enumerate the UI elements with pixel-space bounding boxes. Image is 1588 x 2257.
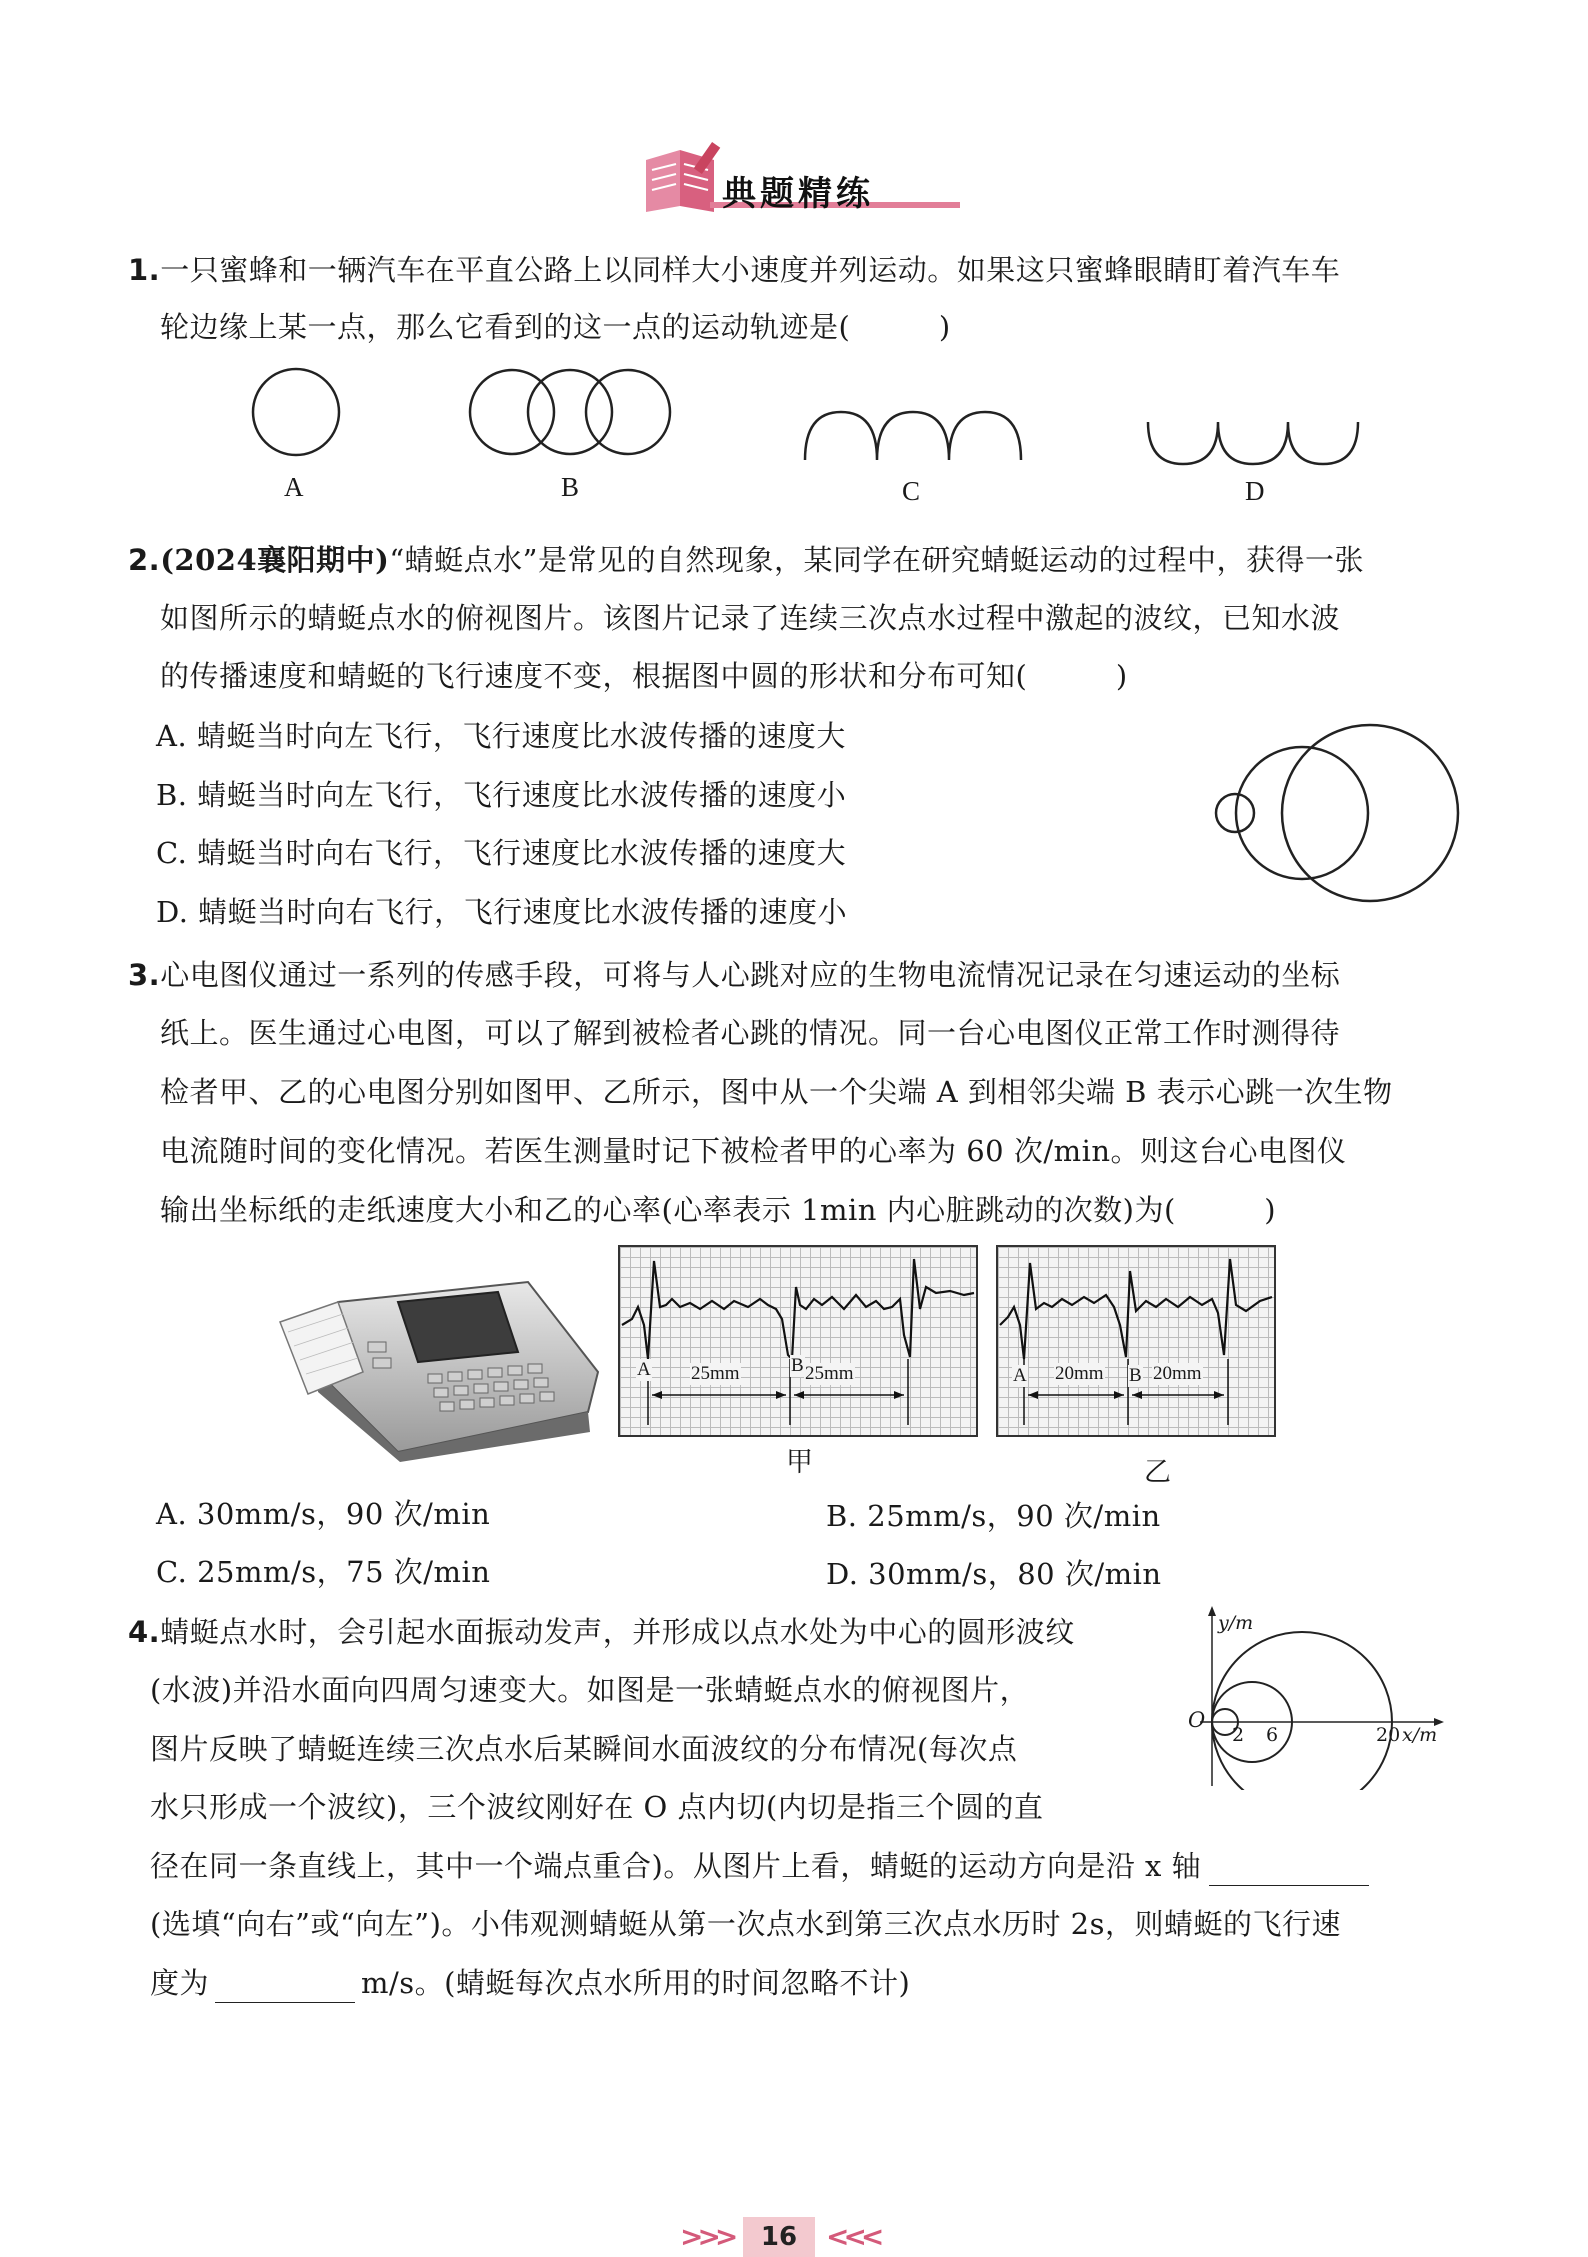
q2-line1: 2.(2024襄阳期中)“蜻蜓点水”是常见的自然现象，某同学在研究蜻蜓运动的过程中，获得一张 <box>128 543 1365 577</box>
q4-y-label: y/m <box>1218 1612 1254 1634</box>
q3-line4: 电流随时间的变化情况。若医生测量时记下被检者甲的心率为 60 次/min。则这台心电图仪 <box>160 1134 1347 1168</box>
q3-number: 3. <box>128 958 161 992</box>
ecg-machine-image <box>278 1262 608 1462</box>
q1-figure-c-arcs <box>805 412 1021 460</box>
q4-answer-blank-direction[interactable] <box>1209 1855 1369 1886</box>
ecg-yi-point-b: B <box>1129 1365 1142 1386</box>
q3-line3: 检者甲、乙的心电图分别如图甲、乙所示，图中从一个尖端 A 到相邻尖端 B 表示心跳一次生物 <box>160 1075 1393 1109</box>
q4-line2: (水波)并沿水面向四周匀速变大。如图是一张蜻蜓点水的俯视图片， <box>150 1673 1030 1707</box>
q4-origin-label: O <box>1188 1708 1206 1732</box>
q3-line5: 输出坐标纸的走纸速度大小和乙的心率(心率表示 1min 内心脏跳动的次数)为( ) <box>160 1193 1277 1227</box>
q2-ripple-large <box>1282 725 1458 901</box>
q2-line2: 如图所示的蜻蜓点水的俯视图片。该图片记录了连续三次点水过程中激起的波纹，已知水波 <box>160 601 1341 635</box>
q2-number: 2. <box>128 543 161 577</box>
q2-line3: 的传播速度和蜻蜓的飞行速度不变，根据图中圆的形状和分布可知( ) <box>160 659 1128 693</box>
ecg-yi-caption: 乙 <box>1144 1457 1171 1487</box>
ecg-yi-distance-1: 20mm <box>1055 1363 1104 1384</box>
ecg-chart-jia <box>618 1245 978 1437</box>
q4-line3: 图片反映了蜻蜓连续三次点水后某瞬间水面波纹的分布情况(每次点 <box>150 1732 1018 1766</box>
q4-wave-large <box>1212 1632 1392 1790</box>
ecg-jia-caption: 甲 <box>786 1447 813 1477</box>
ecg-jia-distance-1: 25mm <box>691 1363 740 1384</box>
q2-ripple-figure <box>1200 720 1470 910</box>
chevron-left-icon: <<< <box>826 2220 879 2253</box>
q2-option-b: B. 蜻蜓当时向左飞行，飞行速度比水波传播的速度小 <box>156 778 847 812</box>
page-number: 16 <box>743 2217 815 2257</box>
q1-figures <box>230 360 1410 470</box>
q2-option-a: A. 蜻蜓当时向左飞行，飞行速度比水波传播的速度大 <box>156 719 846 753</box>
q4-tick-20: 20 <box>1376 1724 1401 1746</box>
q3-line1: 3.心电图仪通过一系列的传感手段，可将与人心跳对应的生物电流情况记录在匀速运动的坐标 <box>128 958 1341 992</box>
ecg-chart-yi <box>996 1245 1276 1437</box>
q1-line2: 轮边缘上某一点，那么它看到的这一点的运动轨迹是( ) <box>160 310 951 344</box>
q4-line7: 度为 m/s。(蜻蜓每次点水所用的时间忽略不计) <box>150 1963 910 2003</box>
q1-label-a: A <box>284 472 304 502</box>
q2-option-c: C. 蜻蜓当时向右飞行，飞行速度比水波传播的速度大 <box>156 836 847 870</box>
ecg-yi-point-a: A <box>1013 1365 1027 1386</box>
q3-option-a: A. 30mm/s，90 次/min <box>156 1497 491 1531</box>
q2-source: (2024襄阳期中) <box>160 543 390 577</box>
ecg-jia-point-b: B <box>791 1355 804 1376</box>
q4-line6: (选填“向右”或“向左”)。小伟观测蜻蜓从第一次点水到第三次点水历时 2s，则蜻蜓的飞行速 <box>150 1907 1341 1941</box>
q2-ripple-medium <box>1236 747 1368 879</box>
q4-tick-2: 2 <box>1232 1724 1245 1746</box>
ecg-yi-distance-2: 20mm <box>1153 1363 1202 1384</box>
q4-line4: 水只形成一个波纹)，三个波纹刚好在 O 点内切(内切是指三个圆的直 <box>150 1790 1044 1824</box>
q3-line2: 纸上。医生通过心电图，可以了解到被检者心跳的情况。同一台心电图仪正常工作时测得待 <box>160 1016 1341 1050</box>
ecg-jia-distance-2: 25mm <box>805 1363 854 1384</box>
section-title: 典题精练 <box>722 174 874 214</box>
q1-figure-d-arcs <box>1148 422 1358 464</box>
q4-line1: 4.蜻蜓点水时，会引起水面振动发声，并形成以点水处为中心的圆形波纹 <box>128 1615 1075 1649</box>
q1-line1: 1.一只蜜蜂和一辆汽车在平直公路上以同样大小速度并列运动。如果这只蜜蜂眼睛盯着汽车车 <box>128 253 1341 287</box>
q3-option-d: D. 30mm/s，80 次/min <box>826 1557 1162 1591</box>
q4-wave-graph <box>1180 1600 1450 1790</box>
q4-answer-blank-speed[interactable] <box>215 1972 355 2003</box>
chevron-right-icon: >>> <box>680 2220 733 2253</box>
q2-option-d: D. 蜻蜓当时向右飞行，飞行速度比水波传播的速度小 <box>156 895 848 929</box>
q1-figure-b-circle-3 <box>586 370 670 454</box>
ecg-jia-point-a: A <box>637 1359 651 1380</box>
q3-option-c: C. 25mm/s，75 次/min <box>156 1555 491 1589</box>
q1-label-d: D <box>1245 476 1265 506</box>
q3-option-b: B. 25mm/s，90 次/min <box>826 1499 1161 1533</box>
q4-line5: 径在同一条直线上，其中一个端点重合)。从图片上看，蜻蜓的运动方向是沿 x 轴 <box>150 1846 1369 1886</box>
q4-x-label: x/m <box>1402 1724 1438 1746</box>
q1-label-c: C <box>902 476 921 506</box>
q4-tick-6: 6 <box>1266 1724 1279 1746</box>
q1-label-b: B <box>561 472 580 502</box>
q1-figure-a-circle <box>253 369 339 455</box>
q1-number: 1. <box>128 253 161 287</box>
q4-number: 4. <box>128 1615 161 1649</box>
